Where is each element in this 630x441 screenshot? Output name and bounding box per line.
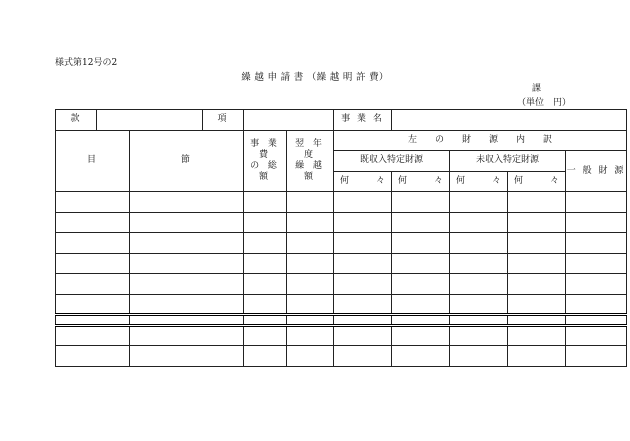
- separator-row: [56, 315, 627, 325]
- header-row-1: [56, 110, 627, 131]
- form-number: 様式第12号の2: [55, 58, 118, 68]
- setsu-label: 節: [130, 130, 244, 192]
- nanigashi-cell-3: 何 々: [450, 171, 508, 192]
- table-row: [56, 253, 627, 274]
- nanigashi-cell-1: 何 々: [334, 171, 392, 192]
- header-row-2: [56, 130, 627, 151]
- zaigen-uchiwake-label: 左 の 財 源 内 訳: [334, 130, 627, 151]
- table-row: [56, 274, 627, 295]
- mishuunyu-label: 未収入特定財源: [450, 151, 566, 172]
- kan-value-cell: [97, 110, 203, 131]
- yokunendo-kurikoshi-label: [287, 130, 334, 192]
- jigyouhi-line1: 事 業 費: [250, 138, 280, 160]
- department-label: 課: [532, 84, 542, 94]
- kishuunyu-label: 既収入特定財源: [334, 151, 450, 172]
- kou-value-cell: [244, 110, 334, 131]
- kan-label: 款: [56, 110, 97, 131]
- document-title: 繰 越 申 請 書 （繰 越 明 許 費）: [241, 72, 389, 83]
- nanigashi-cell-2: 何 々: [392, 171, 450, 192]
- nanigashi-cell-4: 何 々: [508, 171, 566, 192]
- unit-label: （単位 円）: [517, 98, 572, 108]
- table-row: [56, 346, 627, 367]
- ippan-zaigen-label: 一 般 財 源: [566, 151, 627, 192]
- yokunendo-line1: 翌 年 度: [295, 138, 325, 160]
- jigyou-mei-value-cell: [392, 110, 627, 131]
- yokunendo-line2: 繰 越 額: [295, 160, 325, 182]
- table-row: [56, 212, 627, 233]
- table-row: [56, 325, 627, 346]
- kou-label: 項: [203, 110, 244, 131]
- jigyouhi-line2: の 総 額: [250, 160, 280, 182]
- moku-label: 目: [56, 130, 130, 192]
- table-row: [56, 294, 627, 315]
- table-row: [56, 192, 627, 213]
- table-row: [56, 233, 627, 254]
- carryover-table: [55, 109, 627, 367]
- jigyouhi-total-label: [244, 130, 287, 192]
- jigyou-mei-label: 事 業 名: [334, 110, 392, 131]
